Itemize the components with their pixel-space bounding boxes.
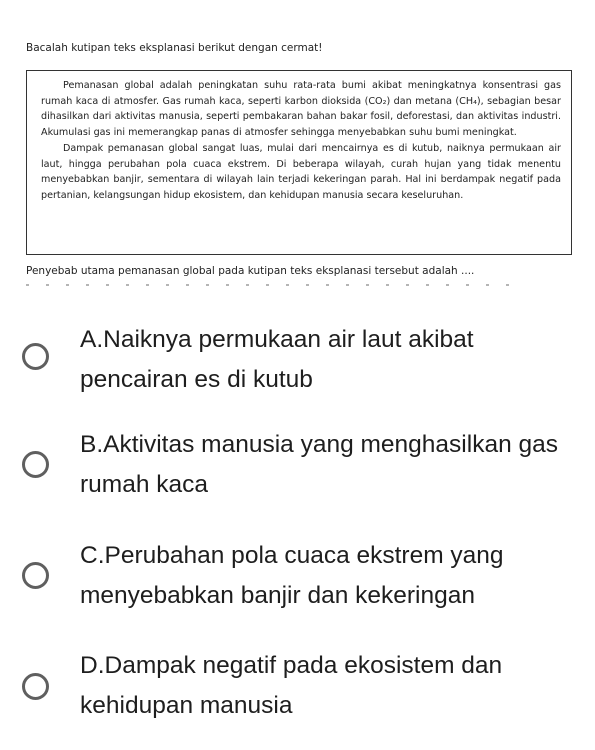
question-text: Penyebab utama pemanasan global pada kutipan teks eksplanasi tersebut adalah .... [26, 265, 475, 277]
passage-paragraph-1: Pemanasan global adalah peningkatan suhu rata-rata bumi akibat meningkatnya konsentrasi gas rumah kaca di atmosfer. Gas rumah kaca, seperti karbon dioksida (CO₂) dan metana (CH₄), sebagian besar dihasilkan dari aktivitas manusia, seperti pembakaran bahan bakar fosil, deforestasi, dan aktivitas industri. Akumulasi gas ini memerangkap panas di atmosfer sehingga menyebabkan suhu bumi meningkat. [41, 80, 561, 139]
option-d[interactable] [22, 646, 582, 736]
option-d-label[interactable]: D.Dampak negatif pada ekosistem dan kehidupan manusia [80, 652, 503, 719]
instruction-text: Bacalah kutipan teks eksplanasi berikut dengan cermat! [26, 42, 323, 54]
radio-button-b[interactable] [22, 451, 49, 478]
option-c-label[interactable]: C.Perubahan pola cuaca ekstrem yang menyebabkan banjir dan kekeringan [80, 542, 504, 609]
radio-button-a[interactable] [22, 343, 49, 370]
option-b[interactable] [22, 425, 582, 515]
passage-box [26, 70, 572, 255]
option-a-label[interactable]: A.Naiknya permukaan air laut akibat pencairan es di kutub [80, 326, 474, 393]
option-b-label[interactable]: B.Aktivitas manusia yang menghasilkan gas rumah kaca [80, 431, 559, 498]
option-c[interactable] [22, 536, 582, 626]
passage-paragraph-2: Dampak pemanasan global sangat luas, mulai dari mencairnya es di kutub, naiknya permukaan air laut, hingga perubahan pola cuaca ekstrem. Di beberapa wilayah, curah hujan yang tidak menentu menyebabkan banjir, sementara di wilayah lain terjadi kekeringan parah. Hal ini berdampak negatif pada pertanian, kelangsungan hidup ekosistem, dan kehidupan manusia secara keseluruhan. [41, 142, 561, 201]
option-a[interactable] [22, 320, 582, 410]
faded-text-line [26, 284, 526, 290]
radio-button-d[interactable] [22, 673, 49, 700]
radio-button-c[interactable] [22, 562, 49, 589]
